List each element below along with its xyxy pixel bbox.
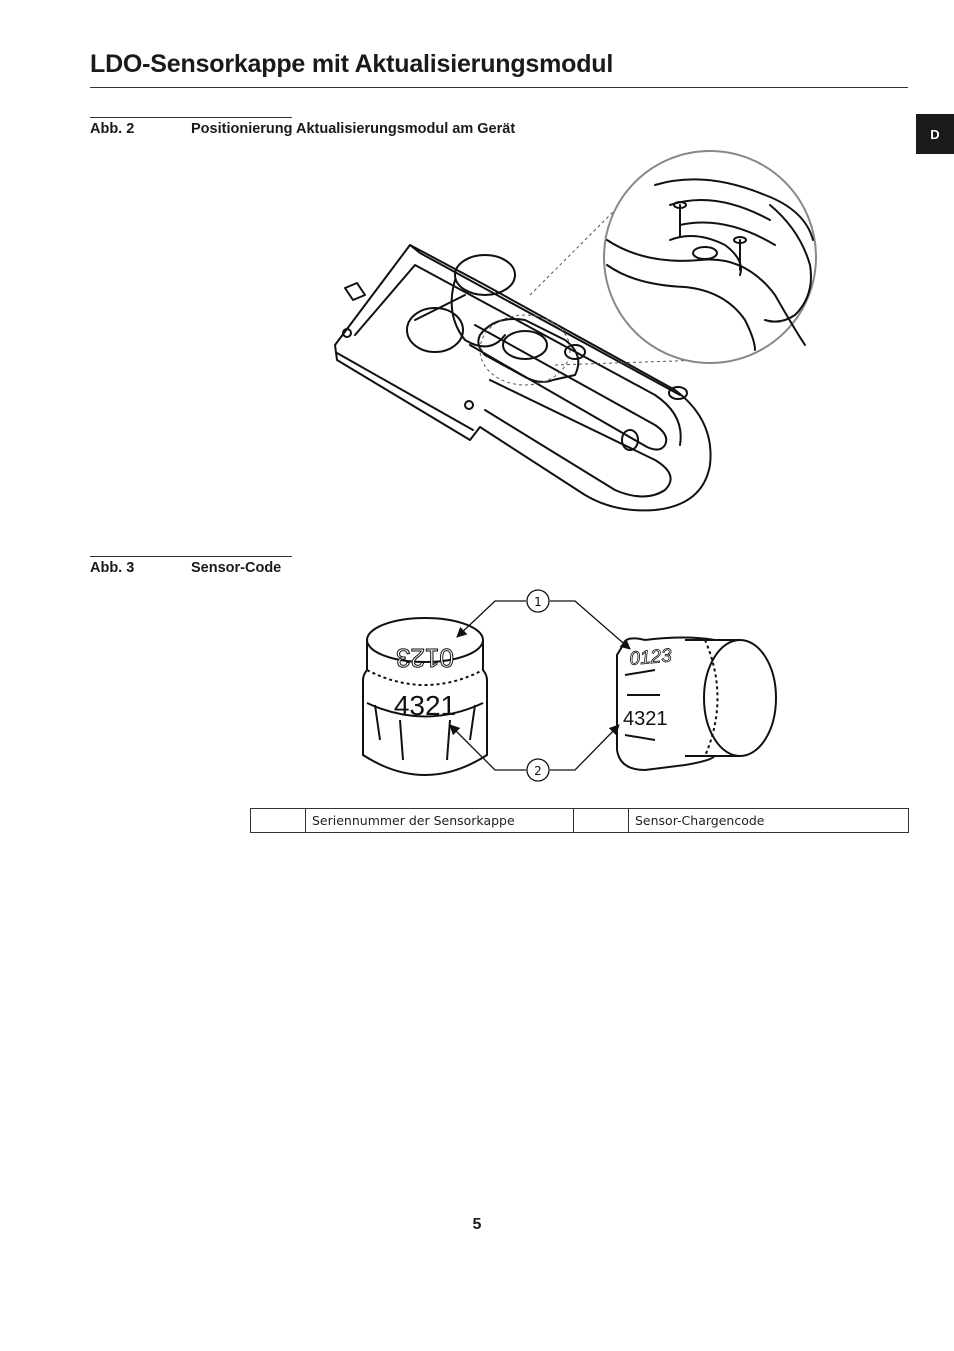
legend-text-1: Seriennummer der Sensorkappe [306,809,574,833]
figure-3-title: Sensor-Code [191,560,282,576]
legend-table [250,808,909,833]
cap-top-code: 0123 [396,643,454,673]
legend-number-2 [574,809,629,833]
figure-2-number: Abb. 2 [90,121,135,137]
cap-top-code-side-view: 0123 [628,645,673,670]
cap-side-code-side-view: 4321 [623,708,668,730]
figure-3-rule [90,556,292,557]
figure-3-sensor-code-illustration [355,585,785,795]
page-title: LDO-Sensorkappe mit Aktualisierungsmodul [90,50,614,78]
figure-2-device-illustration [325,145,820,530]
legend-number-1 [251,809,306,833]
page-number: 5 [472,1216,482,1233]
callout-1-label: 1 [534,595,542,609]
table-row [251,809,909,833]
legend-text-2: Sensor-Chargencode [629,809,909,833]
figure-2-rule [90,117,292,118]
cap-side-code: 4321 [393,690,457,721]
figure-3-number: Abb. 3 [90,560,135,576]
figure-2-caption [90,121,515,137]
figure-3-caption [90,560,281,576]
callout-2-label: 2 [534,764,542,778]
language-tab: D [916,114,954,154]
figure-2-title: Positionierung Aktualisierungsmodul am Gerät [191,121,516,137]
title-divider [90,87,908,88]
